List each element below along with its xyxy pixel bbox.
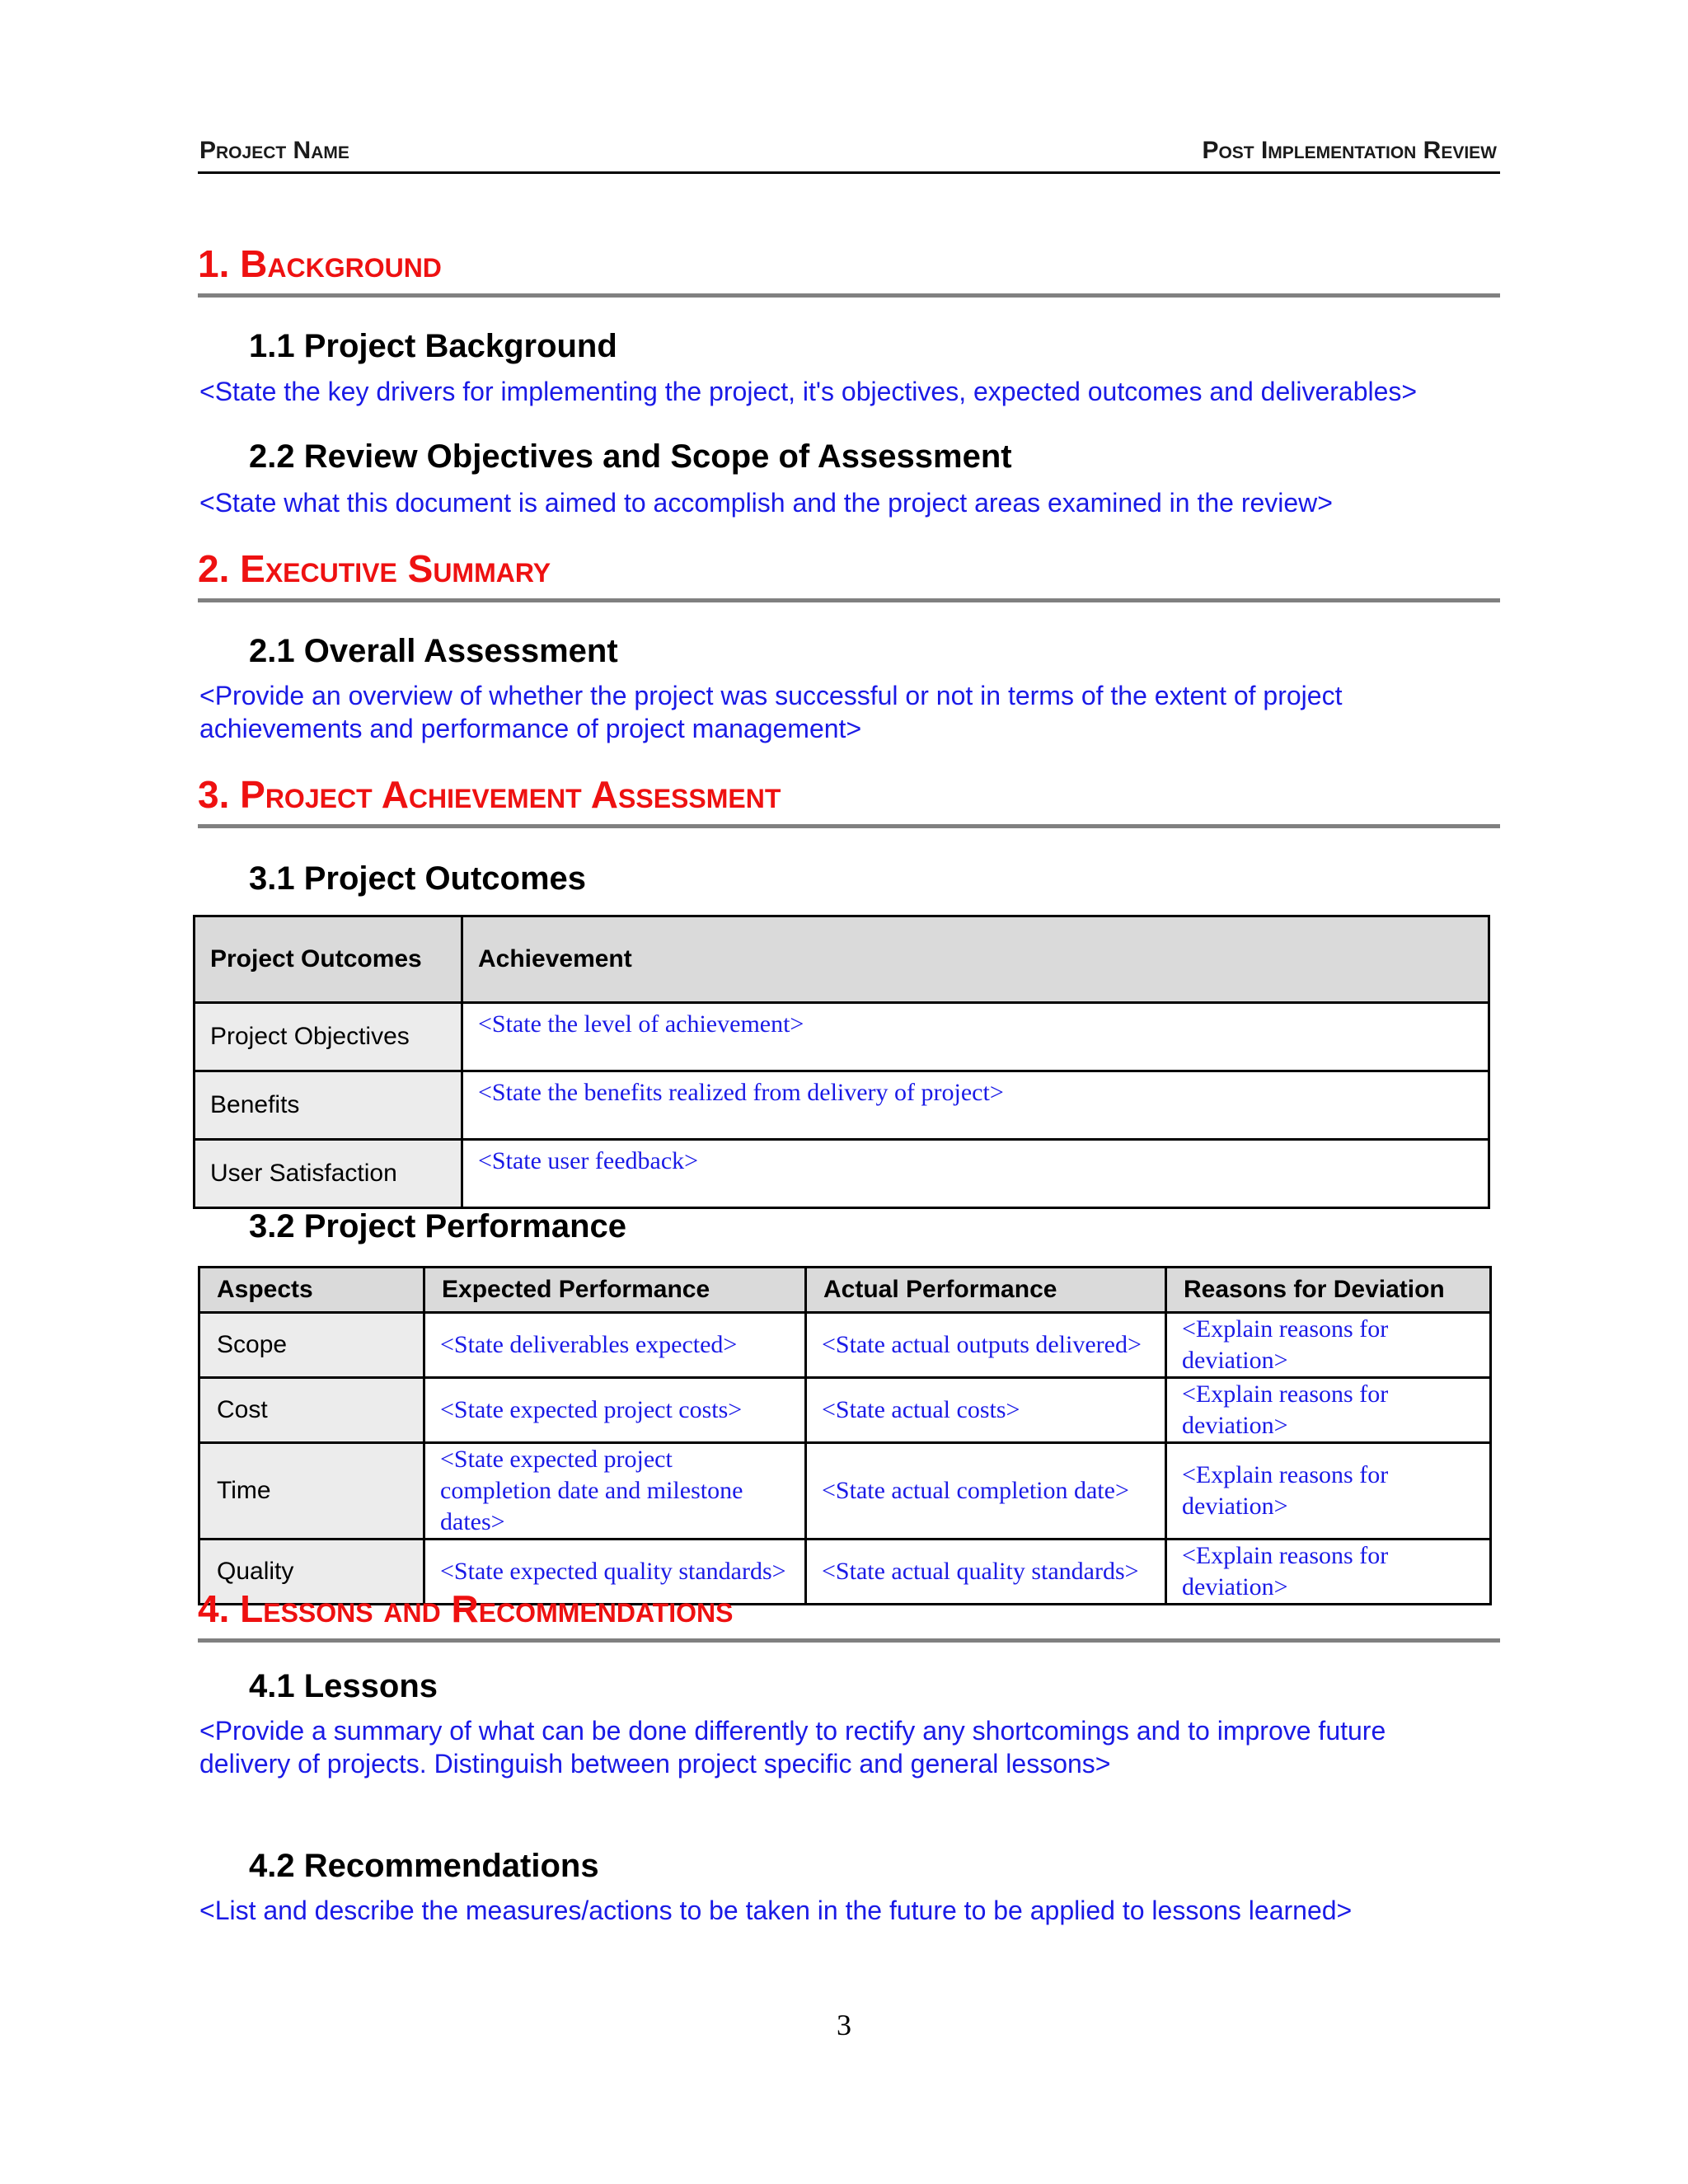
table-header-cell: Achievement bbox=[462, 916, 1489, 1003]
table-row bbox=[199, 1443, 1491, 1540]
table-header-cell: Project Outcomes bbox=[195, 916, 462, 1003]
table-row bbox=[195, 1071, 1489, 1140]
table-cell: <State expected project costs> bbox=[424, 1378, 806, 1443]
table-cell: Benefits bbox=[195, 1071, 462, 1140]
table-cell: <State actual completion date> bbox=[806, 1443, 1166, 1540]
table-cell: <State the level of achievement> bbox=[462, 1003, 1489, 1071]
table-cell: <State actual quality standards> bbox=[806, 1540, 1166, 1605]
table-cell: <Explain reasons for deviation> bbox=[1166, 1443, 1491, 1540]
table-cell: Time bbox=[199, 1443, 424, 1540]
performance-table bbox=[198, 1266, 1492, 1605]
table-cell: Project Objectives bbox=[195, 1003, 462, 1071]
table-cell: <Explain reasons for deviation> bbox=[1166, 1378, 1491, 1443]
heading-achievement-assessment: 3. Project Achievement Assessment bbox=[198, 771, 1500, 828]
heading-lessons: 4.1 Lessons bbox=[249, 1668, 438, 1704]
table-cell: Cost bbox=[199, 1378, 424, 1443]
text-project-background: <State the key drivers for implementing the project, it's objectives, expected outcomes and deliverables> bbox=[199, 377, 1418, 406]
heading-project-performance: 3.2 Project Performance bbox=[249, 1208, 626, 1244]
table-header-cell: Expected Performance bbox=[424, 1268, 806, 1313]
page-header bbox=[198, 132, 1500, 174]
text-recommendations: <List and describe the measures/actions to be taken in the future to be applied to lessons learned> bbox=[199, 1896, 1353, 1925]
text-review-objectives: <State what this document is aimed to accomplish and the project areas examined in the review> bbox=[199, 488, 1333, 518]
table-row bbox=[199, 1378, 1491, 1443]
heading-project-outcomes: 3.1 Project Outcomes bbox=[249, 860, 587, 897]
table-row bbox=[195, 1003, 1489, 1071]
table-cell: Scope bbox=[199, 1313, 424, 1378]
heading-overall-assessment: 2.1 Overall Assessment bbox=[249, 633, 618, 669]
table-cell: <State actual outputs delivered> bbox=[806, 1313, 1166, 1378]
header-doc-title: Post Implementation Review bbox=[1202, 137, 1497, 164]
table-cell: <State deliverables expected> bbox=[424, 1313, 806, 1378]
text-overall-assessment: <Provide an overview of whether the project was successful or not in terms of the extent of project achievements and performance of project management> bbox=[199, 681, 1343, 743]
table-cell: <State actual costs> bbox=[806, 1378, 1166, 1443]
text-lessons: <Provide a summary of what can be done differently to rectify any shortcomings and to improve future delivery of projects. Distinguish between project specific and general lessons> bbox=[199, 1716, 1386, 1779]
heading-background: 1. Background bbox=[198, 241, 1500, 298]
heading-executive-summary: 2. Executive Summary bbox=[198, 546, 1500, 602]
table-cell: <State expected quality standards> bbox=[424, 1540, 806, 1605]
table-cell: Quality bbox=[199, 1540, 424, 1605]
table-cell: <State the benefits realized from delivery of project> bbox=[462, 1071, 1489, 1140]
table-cell: <Explain reasons for deviation> bbox=[1166, 1313, 1491, 1378]
table-header-cell: Actual Performance bbox=[806, 1268, 1166, 1313]
heading-recommendations: 4.2 Recommendations bbox=[249, 1848, 599, 1884]
outcomes-table bbox=[193, 915, 1490, 1209]
page-number: 3 bbox=[837, 2008, 851, 2041]
table-cell: <State user feedback> bbox=[462, 1140, 1489, 1208]
table-cell: User Satisfaction bbox=[195, 1140, 462, 1208]
heading-review-objectives: 2.2 Review Objectives and Scope of Assessment bbox=[249, 438, 1012, 475]
heading-lessons-recommendations: 4. Lessons and Recommendations bbox=[198, 1586, 1500, 1643]
table-cell: <State expected project completion date and milestone dates> bbox=[424, 1443, 806, 1540]
table-row bbox=[195, 1140, 1489, 1208]
table-header-row bbox=[195, 916, 1489, 1003]
table-row bbox=[199, 1313, 1491, 1378]
table-header-cell: Reasons for Deviation bbox=[1166, 1268, 1491, 1313]
table-cell: <Explain reasons for deviation> bbox=[1166, 1540, 1491, 1605]
heading-project-background: 1.1 Project Background bbox=[249, 328, 617, 364]
table-header-row bbox=[199, 1268, 1491, 1313]
header-project-name: Project Name bbox=[199, 137, 349, 164]
table-header-cell: Aspects bbox=[199, 1268, 424, 1313]
